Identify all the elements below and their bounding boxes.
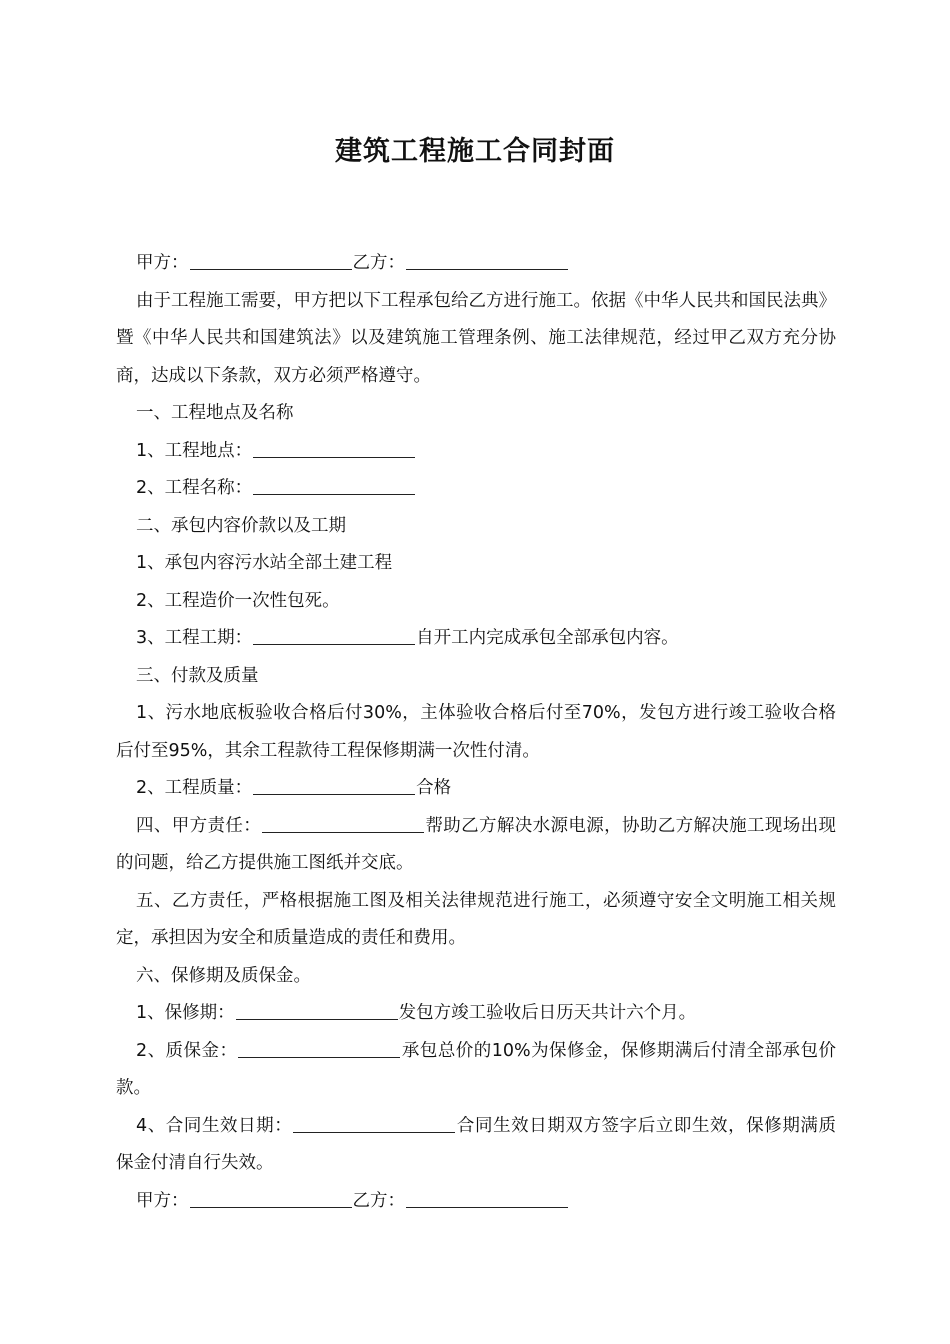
retention-money-text: 承包总价的10%为保修金，保修期满后付清全部承包价款。 [116, 1040, 836, 1098]
party-line-bottom [116, 1183, 836, 1221]
party-a-label: 甲方： [136, 253, 189, 273]
retention-money-label: 2、质保金： [136, 1040, 238, 1061]
warranty-period-line [116, 995, 836, 1033]
warranty-period-suffix: 发包方竣工验收后日历天共计六个月。 [398, 1003, 697, 1023]
party-b-duties-paragraph: 五、乙方责任，严格根据施工图及相关法律规范进行施工，必须遵守安全文明施工相关规定，承担因为安全和质量造成的责任和费用。 [116, 890, 836, 948]
quality-suffix: 合格 [416, 778, 452, 798]
effective-date-paragraph [116, 1108, 836, 1183]
construction-period-label: 3、工程工期： [136, 628, 253, 648]
effective-date-label: 4、合同生效日期： [136, 1115, 293, 1136]
party-line-top [116, 245, 836, 283]
project-location-label: 1、工程地点： [136, 440, 253, 461]
contract-price-line: 2、工程造价一次性包死。 [136, 590, 340, 611]
payment-terms-paragraph: 1、污水地底板验收合格后付30%，主体验收合格后付至70%，发包方进行竣工验收合格后付至95%，其余工程款待工程保修期满一次性付清。 [116, 703, 836, 761]
quality-label: 2、工程质量： [136, 778, 253, 798]
party-a-duties-blank [262, 814, 424, 833]
quality-blank [253, 776, 415, 795]
construction-period-line [116, 620, 836, 658]
effective-date-text: 合同生效日期双方签字后立即生效，保修期满质保金付清自行失效。 [116, 1115, 836, 1173]
party-a-duties-label: 四、甲方责任： [136, 815, 262, 836]
effective-date-blank [293, 1114, 455, 1133]
section-1-heading: 一、工程地点及名称 [136, 403, 294, 423]
party-a-blank [190, 251, 352, 270]
party-b-signature-blank [406, 1189, 568, 1208]
project-name-blank [253, 476, 415, 495]
party-a-signature-label: 甲方： [136, 1190, 189, 1211]
construction-period-suffix: 自开工内完成承包全部承包内容。 [416, 628, 679, 648]
project-name-line [116, 470, 836, 508]
party-a-duties-paragraph [116, 808, 836, 883]
quality-line [116, 770, 836, 808]
contract-body [116, 245, 836, 1220]
section-3-heading: 三、付款及质量 [136, 665, 259, 686]
project-location-line [116, 433, 836, 471]
section-2-heading: 二、承包内容价款以及工期 [136, 515, 346, 536]
document-title: 建筑工程施工合同封面 [335, 136, 615, 167]
construction-period-blank [253, 626, 415, 645]
party-b-label: 乙方： [352, 253, 405, 273]
party-a-signature-blank [190, 1189, 352, 1208]
intro-paragraph: 由于工程施工需要，甲方把以下工程承包给乙方进行施工。依据《中华人民共和国民法典》暨《中华人民共和国建筑法》以及建筑施工管理条例、施工法律规范，经过甲乙双方充分协商，达成以下条款，双方必须严格遵守。 [116, 290, 836, 386]
party-a-duties-text: 帮助乙方解决水源电源，协助乙方解决施工现场出现的问题，给乙方提供施工图纸并交底。 [116, 815, 837, 873]
warranty-period-label: 1、保修期： [136, 1003, 235, 1023]
project-name-label: 2、工程名称： [136, 478, 253, 498]
section-6-heading: 六、保修期及质保金。 [136, 965, 311, 986]
contract-scope-line: 1、承包内容污水站全部土建工程 [136, 553, 393, 573]
party-b-signature-label: 乙方： [352, 1190, 405, 1211]
retention-money-paragraph [116, 1033, 836, 1108]
party-b-blank [406, 251, 568, 270]
project-location-blank [253, 439, 415, 458]
warranty-period-blank [236, 1001, 398, 1020]
retention-money-blank [238, 1039, 400, 1058]
